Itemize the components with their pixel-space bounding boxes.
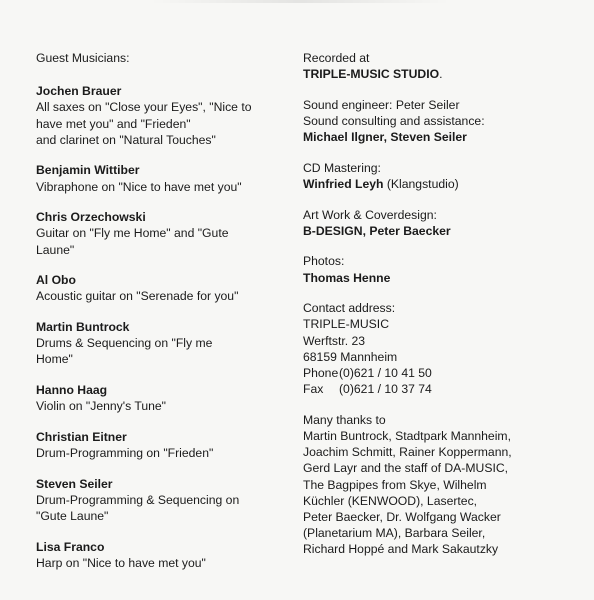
artwork-name: B-DESIGN, Peter Baecker bbox=[303, 223, 451, 238]
photos-block bbox=[303, 253, 588, 285]
studio-name: TRIPLE-MUSIC STUDIO bbox=[303, 67, 440, 82]
musician-credit-line: Drum-Programming & Sequencing on bbox=[36, 492, 240, 507]
musician-credit-line: have met you" and "Frieden" bbox=[36, 116, 191, 131]
sound-engineer-line: Sound engineer: Peter Seiler bbox=[303, 97, 460, 112]
musician-credit-line: "Gute Laune" bbox=[36, 509, 109, 523]
thanks-line: Küchler (KENWOOD), Lasertec, bbox=[303, 493, 478, 508]
contact-phone-row bbox=[303, 365, 588, 381]
contact-company: TRIPLE-MUSIC bbox=[303, 317, 389, 332]
thanks-line: Many thanks to bbox=[303, 412, 386, 427]
top-edge-shadow bbox=[150, 0, 450, 3]
musician-name: Al Obo bbox=[36, 273, 76, 288]
musician-name: Martin Buntrock bbox=[36, 320, 130, 334]
studio-suffix: . bbox=[439, 67, 443, 82]
musician-name: Chris Orzechowski bbox=[36, 210, 146, 225]
musician-name: Benjamin Wittiber bbox=[36, 163, 140, 178]
musician-credit-line: Acoustic guitar on "Serenade for you" bbox=[36, 289, 239, 304]
contact-street: Werftstr. 23 bbox=[303, 333, 366, 348]
recorded-block bbox=[303, 50, 588, 82]
musician-credit-line: Guitar on "Fly me Home" and "Gute bbox=[36, 226, 229, 241]
mastering-label: CD Mastering: bbox=[303, 160, 381, 175]
mastering-block bbox=[303, 160, 588, 192]
thanks-line: The Bagpipes from Skye, Wilhelm bbox=[303, 477, 487, 492]
musician-credit-line: and clarinet on "Natural Touches" bbox=[36, 132, 216, 147]
fax-number: (0)621 / 10 37 74 bbox=[339, 382, 432, 397]
phone-number: (0)621 / 10 41 50 bbox=[339, 366, 432, 380]
photos-name: Thomas Henne bbox=[303, 270, 391, 285]
contact-city: 68159 Mannheim bbox=[303, 349, 398, 364]
recorded-label: Recorded at bbox=[303, 51, 370, 65]
thanks-line: Peter Baecker, Dr. Wolfgang Wacker bbox=[303, 510, 501, 525]
musician-credit-line: Violin on "Jenny's Tune" bbox=[36, 399, 167, 414]
musician-credit-line: Drums & Sequencing on "Fly me bbox=[36, 336, 213, 351]
musician-credit-line: Drum-Programming on "Frieden" bbox=[36, 446, 214, 460]
contact-label: Contact address: bbox=[303, 301, 396, 316]
musician-credit-line: Vibraphone on "Nice to have met you" bbox=[36, 179, 242, 194]
musician-name: Steven Seiler bbox=[36, 476, 113, 491]
musician-name: Hanno Haag bbox=[36, 383, 108, 397]
thanks-line: Joachim Schmitt, Rainer Koppermann, bbox=[303, 445, 512, 460]
mastering-note: (Klangstudio) bbox=[383, 177, 459, 191]
production-credits-column bbox=[303, 50, 588, 558]
musician-name: Jochen Brauer bbox=[36, 84, 122, 99]
thanks-line: Richard Hoppé and Mark Sakautzky bbox=[303, 542, 499, 557]
musician-credit-line: Laune" bbox=[36, 242, 75, 257]
musician-credit-line: Home" bbox=[36, 352, 73, 367]
musician-entry bbox=[36, 83, 298, 148]
mastering-line bbox=[303, 176, 588, 192]
photos-label: Photos: bbox=[303, 254, 345, 269]
thanks-line: Gerd Layr and the staff of DA-MUSIC, bbox=[303, 461, 509, 476]
musician-entry bbox=[36, 539, 298, 571]
guest-musicians-column bbox=[36, 50, 298, 585]
guest-musicians-heading: Guest Musicians: bbox=[36, 51, 130, 65]
musician-entry bbox=[36, 209, 298, 258]
thanks-line: (Planetarium MA), Barbara Seiler, bbox=[303, 526, 486, 541]
phone-label: Phone bbox=[303, 366, 339, 380]
musician-name: Lisa Franco bbox=[36, 539, 105, 554]
musician-credit-line: Harp on "Nice to have met you" bbox=[36, 555, 206, 570]
artwork-label: Art Work & Coverdesign: bbox=[303, 207, 437, 222]
contact-block bbox=[303, 300, 588, 397]
sound-consulting-label: Sound consulting and assistance: bbox=[303, 114, 485, 128]
thanks-block bbox=[303, 412, 588, 558]
contact-fax-row bbox=[303, 381, 588, 397]
studio-line bbox=[303, 66, 588, 82]
artwork-block bbox=[303, 207, 588, 239]
fax-label: Fax bbox=[303, 382, 324, 397]
thanks-line: Martin Buntrock, Stadtpark Mannheim, bbox=[303, 429, 511, 443]
musician-entry bbox=[36, 476, 298, 525]
musician-entry bbox=[36, 162, 298, 194]
musician-entry bbox=[36, 319, 298, 368]
musician-entry bbox=[36, 272, 298, 304]
musician-entry bbox=[36, 429, 298, 461]
musician-name: Christian Eitner bbox=[36, 429, 127, 444]
musician-credit-line: All saxes on "Close your Eyes", "Nice to bbox=[36, 100, 252, 115]
mastering-name: Winfried Leyh bbox=[303, 177, 384, 191]
sound-consulting-names: Michael Ilgner, Steven Seiler bbox=[303, 130, 467, 145]
musician-entry bbox=[36, 382, 298, 414]
sound-block bbox=[303, 97, 588, 146]
